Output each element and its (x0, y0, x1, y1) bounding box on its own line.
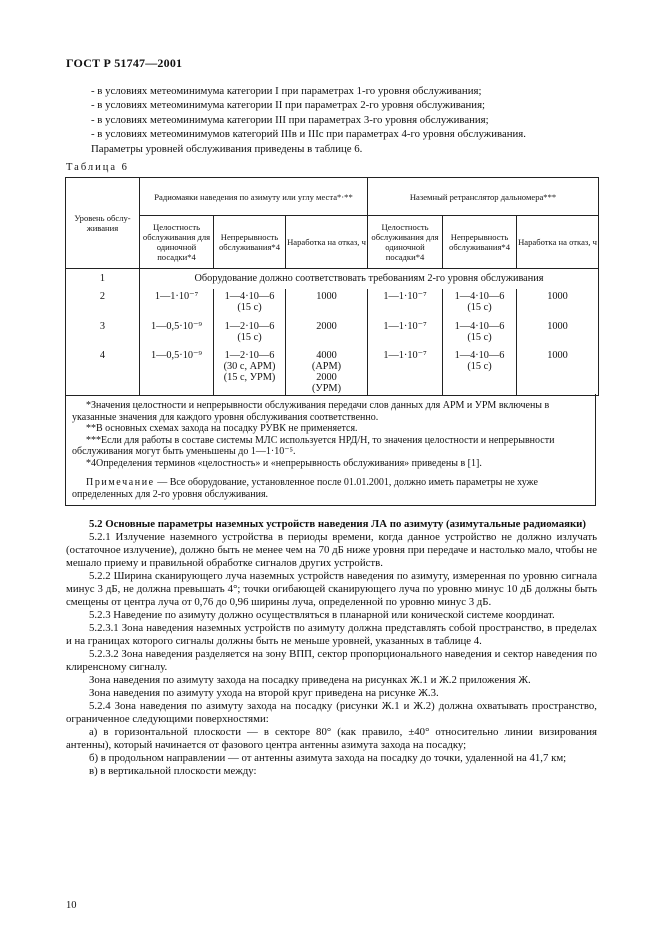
intro-line: - в условиях метеоминимумов категорий IIIв и IIIс при параметрах 4-го уровня обслуживания. (91, 128, 526, 141)
cell (443, 319, 517, 348)
intro-line: - в условиях метеоминимума категории I при параметрах 1-го уровня обслуживания; (91, 85, 482, 97)
cell-level: 3 (66, 319, 140, 348)
group-header-azimuth: Радиомаяки наведения по азимуту или углу места*·** (140, 178, 368, 216)
table-remark (72, 477, 589, 500)
paragraph: 5.2.4 Зона наведения по азимуту захода на посадку (рисунки Ж.1 и Ж.2) должна охватывать пространство, ограниченное следующими поверхностями: (66, 700, 597, 725)
col-header-level: Уровень обслуживания (66, 178, 140, 269)
cell (443, 348, 517, 396)
cell: 1000 (517, 319, 599, 348)
main-text (66, 518, 597, 778)
section-heading: 5.2 Основные параметры наземных устройств наведения ЛА по азимуту (азимутальные радиомаяки) (89, 518, 586, 530)
table-note: *4Определения терминов «целостность» и «непрерывность обслуживания» приведены в [1]. (86, 457, 482, 469)
col-header: Наработка на отказ, ч (517, 216, 599, 269)
table-row (66, 319, 599, 348)
cell-level: 2 (66, 289, 140, 319)
table-note: ***Если для работы в составе системы МЛС используется НРД/Н, то значения целостности и непрерывности обслуживания могут быть уменьшены до 1—1·10⁻⁵. (72, 434, 555, 457)
cell (214, 319, 286, 348)
table-notes (65, 394, 596, 506)
paragraph: 5.2.2 Ширина сканирующего луча наземных устройств наведения по азимуту, измеренная по уровню сигнала минус 3 дБ, не должна превышать 4°; точки огибающей сканирующего луча по уровню минус 10 дБ должны быть смещены от центра луча от 0,76 до 0,96 ширины луча, определенной по уровню минус 3 дБ. (66, 570, 597, 608)
cell: 1000 (286, 289, 368, 319)
cell-level: 4 (66, 348, 140, 396)
cell-line: (15 с) (467, 360, 492, 372)
cell-line: (15 с) (467, 331, 492, 343)
paragraph: 5.2.1 Излучение наземного устройства в периоды времени, когда данное устройство не должно излучать (остаточное излучение), должно быть не менее чем на 70 дБ ниже уровня при передаче и настолько мало, чтобы не мешало приему и правильной обработке сигналов других устройств. (66, 531, 597, 569)
cell-line: 1—2·10—6 (224, 320, 275, 332)
paragraph: Зона наведения по азимуту захода на посадку приведена на рисунках Ж.1 и Ж.2 приложения Ж. (89, 674, 531, 686)
cell-line: 4000 (316, 349, 337, 361)
cell (214, 348, 286, 396)
remark-label: Примечание (86, 477, 155, 488)
cell (214, 289, 286, 319)
paragraph: в) в вертикальной плоскости между: (89, 765, 257, 777)
paragraph: Зона наведения по азимуту ухода на второй круг приведена на рисунке Ж.3. (89, 687, 439, 699)
page-number: 10 (66, 900, 77, 911)
paragraph: а) в горизонтальной плоскости — в секторе 80° (как правило, ±40° относительно линии визирования антенны), который начинается от фазового центра антенны азимута захода на посадку; (66, 726, 597, 751)
cell-line: (15 с, УРМ) (223, 371, 276, 383)
intro-line: - в условиях метеоминимума категории II при параметрах 2-го уровня обслуживания; (91, 99, 486, 112)
table-row (66, 269, 599, 289)
intro-list (91, 84, 611, 156)
cell: 1000 (517, 289, 599, 319)
cell-line: (15 с) (467, 301, 492, 313)
col-header: Непрерывность обслуживания*4 (443, 216, 517, 269)
cell (443, 289, 517, 319)
cell-merged: Оборудование должно соответствовать требованиям 2-го уровня обслуживания (140, 269, 599, 289)
group-header-dme: Наземный ретранслятор дальномера*** (368, 178, 599, 216)
paragraph: 5.2.3.2 Зона наведения разделяется на зону ВПП, сектор пропорционального наведения и сектор наведения по клиренсному сигналу. (66, 648, 597, 673)
cell: 1—1·10⁻⁷ (368, 289, 443, 319)
cell-line: 1—4·10—6 (454, 349, 505, 361)
intro-line: - в условиях метеоминимума категории III при параметрах 3-го уровня обслуживания; (91, 113, 489, 126)
col-header: Целостность обслуживания для одиночной посадки*4 (368, 216, 443, 269)
cell-line: 1—4·10—6 (454, 320, 505, 332)
col-header: Непрерывность обслуживания*4 (214, 216, 286, 269)
cell-line: 1—4·10—6 (224, 290, 275, 302)
cell-line: (30 с, АРМ) (223, 360, 276, 372)
remark-text: — Все оборудование, установленное после 01.01.2001, должно иметь параметры не хуже определенных для 2-го уровня обслуживания. (72, 477, 538, 500)
cell-line: (15 с) (237, 301, 262, 313)
document-header: ГОСТ Р 51747—2001 (66, 56, 183, 70)
col-header: Целостность обслуживания для одиночной посадки*4 (140, 216, 214, 269)
cell-line: 2000 (316, 371, 337, 383)
cell: 1—0,5·10⁻⁹ (140, 348, 214, 396)
cell: 1—1·10⁻⁷ (140, 289, 214, 319)
paragraph: б) в продольном направлении — от антенны азимута захода на посадку до точки, удаленной на 41,7 км; (89, 752, 567, 764)
table-6 (65, 177, 599, 396)
cell-level: 1 (66, 269, 140, 289)
table-caption: Таблица 6 (66, 162, 129, 173)
table-row (66, 289, 599, 319)
cell: 2000 (286, 319, 368, 348)
cell: 1—1·10⁻⁷ (368, 319, 443, 348)
paragraph: 5.2.3.1 Зона наведения наземных устройств по азимуту должна представлять собой пространство, в пределах и на границах которого сигналы должны быть не меньше уровней, указанных в таблице 4. (66, 622, 597, 647)
cell-line: (УРМ) (311, 382, 342, 394)
cell-line: (АРМ) (311, 360, 342, 372)
table-note: **В основных схемах захода на посадку РУВК не применяется. (86, 423, 358, 434)
cell: 1—1·10⁻⁷ (368, 348, 443, 396)
col-header: Наработка на отказ, ч (286, 216, 368, 269)
cell-line: 1—2·10—6 (224, 349, 275, 361)
table-note: *Значения целостности и непрерывности обслуживания передачи слов данных для АРМ и УРМ включены в указанные значения для каждого уровня обслуживания соответственно. (72, 400, 550, 423)
cell: 1000 (517, 348, 599, 396)
cell-line: (15 с) (237, 331, 262, 343)
intro-line: Параметры уровней обслуживания приведены в таблице 6. (91, 142, 363, 155)
table-row (66, 348, 599, 396)
cell (286, 348, 368, 396)
cell: 1—0,5·10⁻⁹ (140, 319, 214, 348)
cell-line: 1—4·10—6 (454, 290, 505, 302)
paragraph: 5.2.3 Наведение по азимуту должно осуществляться в планарной или конической системе координат. (89, 609, 555, 621)
